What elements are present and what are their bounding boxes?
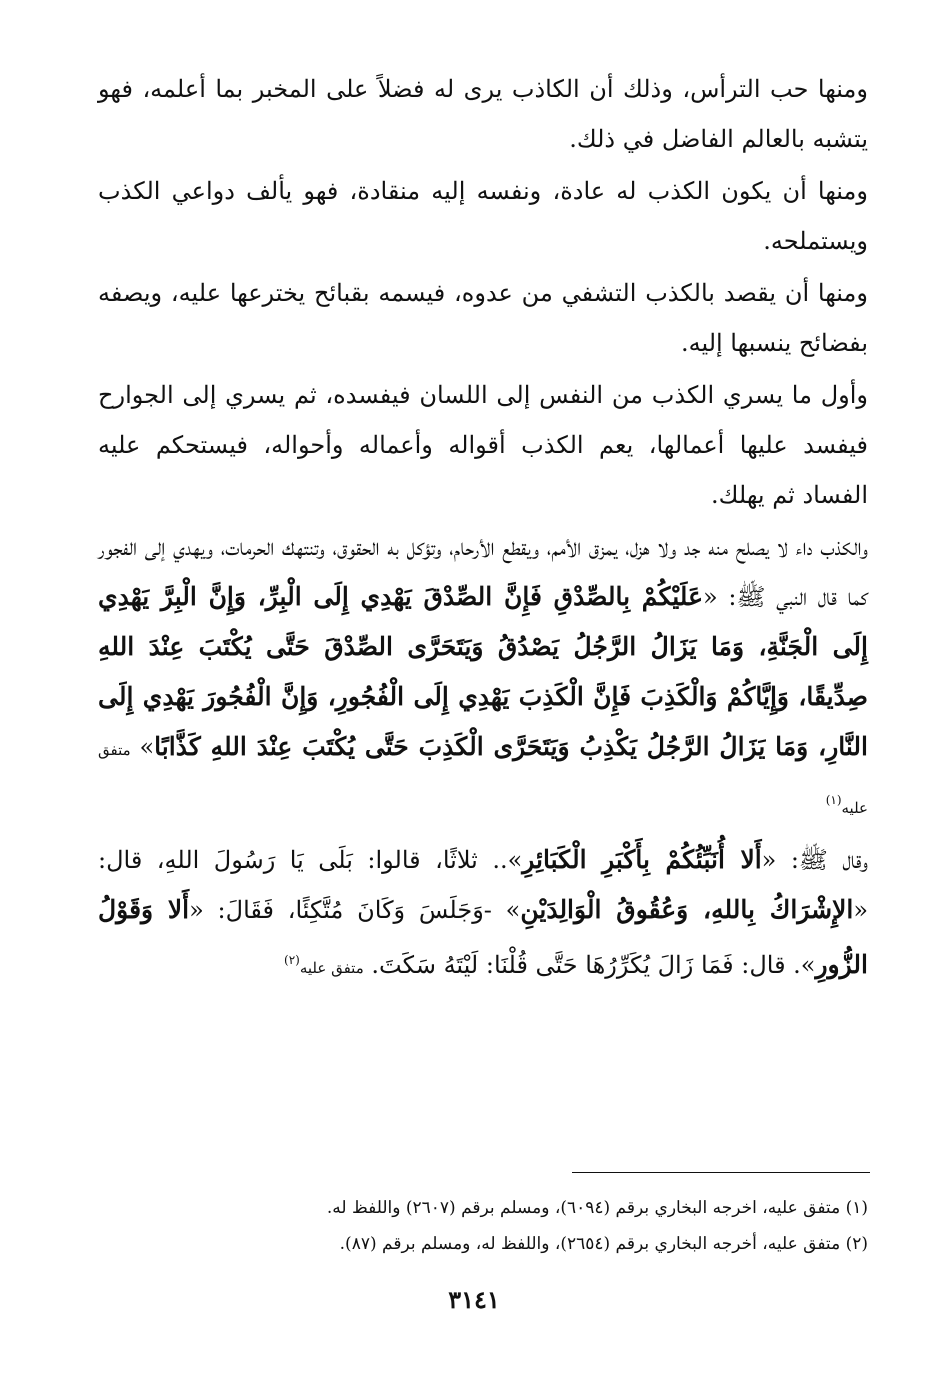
footnote-ref-2[interactable]: (٢) bbox=[284, 953, 300, 967]
hadith-close: » bbox=[130, 733, 155, 761]
footnote-ref-1[interactable]: (١) bbox=[825, 793, 842, 807]
paragraph-love-of-leadership: ومنها حب الترأس، وذلك أن الكاذب يرى له فضلاً على المخبر بما أعلمه، فهو يتشبه بالعالم الفاضل في ذلك. bbox=[98, 75, 868, 153]
footnote-divider bbox=[572, 1172, 870, 1173]
paragraph-hadith-honesty bbox=[98, 522, 868, 833]
paragraph-habit: ومنها أن يكون الكذب له عادة، ونفسه إليه منقادة، فهو يألف دواعي الكذب ويستملحه. bbox=[98, 177, 868, 255]
hadith2-end: ». قال: فَمَا زَالَ يُكَرِّرُهَا حَتَّى قُلْنَا: لَيْتَهُ سَكَتَ. bbox=[363, 951, 816, 979]
hadith-source: متفق عليه bbox=[98, 741, 868, 817]
footnote-1: (١) متفق عليه، اخرجه البخاري برقم (٦٠٩٤)، ومسلم برقم (٢٦٠٧) واللفظ له. bbox=[326, 1198, 868, 1218]
footnotes bbox=[268, 1190, 868, 1262]
paragraph-revenge: ومنها أن يقصد بالكذب التشفي من عدوه، فيسمه بقبائح يخترعها عليه، ويصفه بفضائح ينسبها إليه. bbox=[98, 279, 868, 357]
paragraph-hadith-major-sins bbox=[98, 835, 868, 993]
hadith2-quote-2: الإِشْرَاكُ بِاللهِ، وَعُقُوقُ الْوَالِدَيْنِ bbox=[520, 895, 854, 924]
page-number: ٣١٤١ bbox=[448, 1285, 500, 1314]
hadith2-intro: وقال ﷺ: « bbox=[761, 846, 868, 874]
paragraph-spread: وأول ما يسري الكذب من النفس إلى اللسان فيفسده، ثم يسري إلى الجوارح فيفسد عليها أعمالها، يعم الكذب أقواله وأعماله وأحواله، فيستحكم عليه الفساد ثم يهلك. bbox=[98, 381, 868, 509]
hadith-text: عَلَيْكُمْ بِالصِّدْقِ فَإِنَّ الصِّدْقَ يَهْدِي إِلَى الْبِرِّ، وَإِنَّ الْبِرَّ يَهْدِي إِلَى الْجَنَّةِ، وَمَا يَزَالُ الرَّجُلُ يَصْدُقُ وَيَتَحَرَّى الصِّدْقَ حَتَّى يُكْتَبَ عِنْدَ اللهِ صِدِّيقًا، وَإِيَّاكُمْ وَالْكَذِبَ فَإِنَّ الْكَذِبَ يَهْدِي إِلَى الْفُجُورِ، وَإِنَّ الْفُجُورَ يَهْدِي إِلَى النَّارِ، وَمَا يَزَالُ الرَّجُلُ يَكْذِبُ وَيَتَحَرَّى الْكَذِبَ حَتَّى يُكْتَبَ عِنْدَ اللهِ كَذَّابًا bbox=[98, 582, 868, 761]
hadith-intro: والكذب داء لا يصلح منه جد ولا هزل، يمزق الأمم، ويقطع الأرحام، وتؤكل به الحقوق، وتنتهك الحرمات، ويهدي إلى الفجور كما قال النبي ﷺ: « bbox=[98, 533, 869, 611]
hadith2-quote-3: أَلا وَقَوْلُ الزُّورِ bbox=[98, 895, 868, 979]
hadith2-mid-2: » -وَجَلَسَ وَكَانَ مُتَّكِئًا، فَقَالَ: « bbox=[189, 896, 521, 924]
hadith2-source: متفق عليه bbox=[299, 959, 364, 977]
hadith2-mid-1: ».. ثلاثًا، قالوا: بَلَى يَا رَسُولَ اللهِ، قال: « bbox=[98, 846, 868, 924]
page-body bbox=[98, 64, 868, 995]
footnote-2: (٢) متفق عليه، أخرجه البخاري برقم (٢٦٥٤)، واللفظ له، ومسلم برقم (٨٧). bbox=[339, 1234, 868, 1254]
hadith2-quote-1: أَلا أُنَبِّئُكُمْ بِأَكْبَرِ الْكَبَائِرِ bbox=[522, 845, 762, 874]
